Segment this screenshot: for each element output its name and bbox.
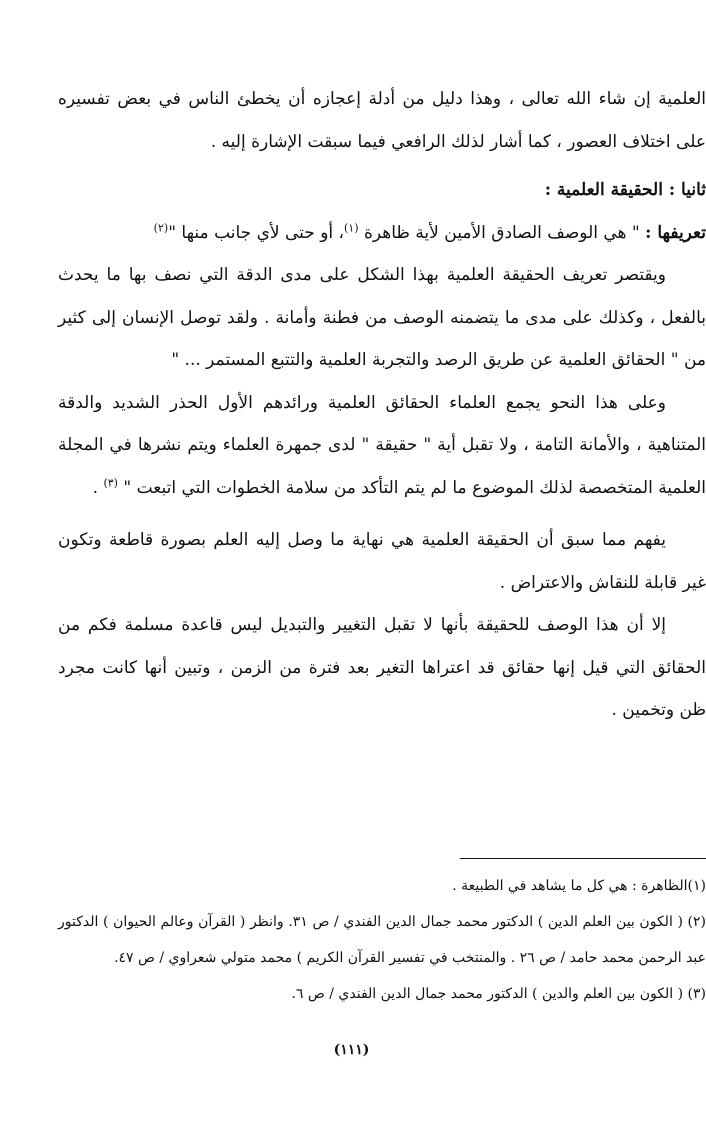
- footnote-ref-2: (٢): [153, 220, 169, 234]
- footnote-1: (١)الظاهرة : هي كل ما يشاهد في الطبيعة .: [452, 878, 706, 894]
- main-text: [58, 78, 706, 732]
- definition-paragraph: [58, 212, 706, 255]
- footnote-ref-3: (٣): [103, 475, 118, 489]
- paragraph-conclusion: يفهم مما سبق أن الحقيقة العلمية هي نهاية ما وصل إليه العلم بصورة قاطعة وتكون غير قابلة للنقاش والاعتراض .: [58, 530, 706, 593]
- footnote-divider: [460, 858, 706, 859]
- paragraph-continuation: العلمية إن شاء الله تعالى ، وهذا دليل من أدلة إعجازه أن يخطئ الناس في بعض تفسيره على اختلاف العصور ، كما أشار لذلك الرافعي فيما سبقت الإشارة إليه .: [58, 89, 706, 152]
- paragraph-scientists-text: وعلى هذا النحو يجمع العلماء الحقائق العلمية ورائدهم الأول الحذر الشديد والدقة المتناهية ، والأمانة التامة ، ولا تقبل أية " حقيقة " لدى جمهرة العلماء ويتم نشرها في المجلة العلمية المتخصصة لذلك الموضوع ما لم يتم التأكد من سلامة الخطوات التي اتبعت ": [58, 392, 706, 498]
- paragraph-scientists-end: .: [92, 477, 104, 498]
- footnotes: [58, 868, 706, 1012]
- footnote-2: (٢) ( الكون بين العلم الدين ) الدكتور محمد جمال الدين الفندي / ص ٣١. وانظر ( القرآن وعالم الحيوان ) الدكتور عبد الرحمن محمد حامد / ص ٢٦ . والمنتخب في تفسير القرآن الكريم ) محمد متولي شعراوي / ص ٤٧.: [58, 914, 706, 966]
- definition-text-part2: ، أو حتى لأي جانب منها ": [168, 222, 345, 243]
- footnote-3: (٣) ( الكون بين العلم والدين ) الدكتور محمد جمال الدين الفندي / ص ٦.: [291, 986, 706, 1002]
- paragraph-scope: ويقتصر تعريف الحقيقة العلمية بهذا الشكل على مدى الدقة التي نصف بها ما يحدث بالفعل ، وكذلك على مدى ما يتضمنه الوصف من فطنة وأمانة . ولقد توصل الإنسان إلى كثير من " الحقائق العلمية عن طريق الرصد والتجربة العلمية والتتبع المستمر ... ": [58, 265, 706, 370]
- paragraph-caveat: إلا أن هذا الوصف للحقيقة بأنها لا تقبل التغيير والتبديل ليس قاعدة مسلمة فكم من الحقائق التي قيل إنها حقائق قد اعتراها التغير بعد فترة من الزمن ، وتبين أنها كانت مجرد ظن وتخمين .: [58, 615, 706, 720]
- definition-text-part1: " هي الوصف الصادق الأمين لأية ظاهرة: [358, 222, 646, 243]
- footnote-ref-1: (١): [344, 220, 359, 234]
- section-heading: ثانيا : الحقيقة العلمية :: [544, 180, 706, 200]
- paragraph-scientists: [58, 382, 706, 510]
- page-number: (١١١): [333, 1042, 370, 1058]
- definition-label: تعريفها :: [645, 222, 706, 243]
